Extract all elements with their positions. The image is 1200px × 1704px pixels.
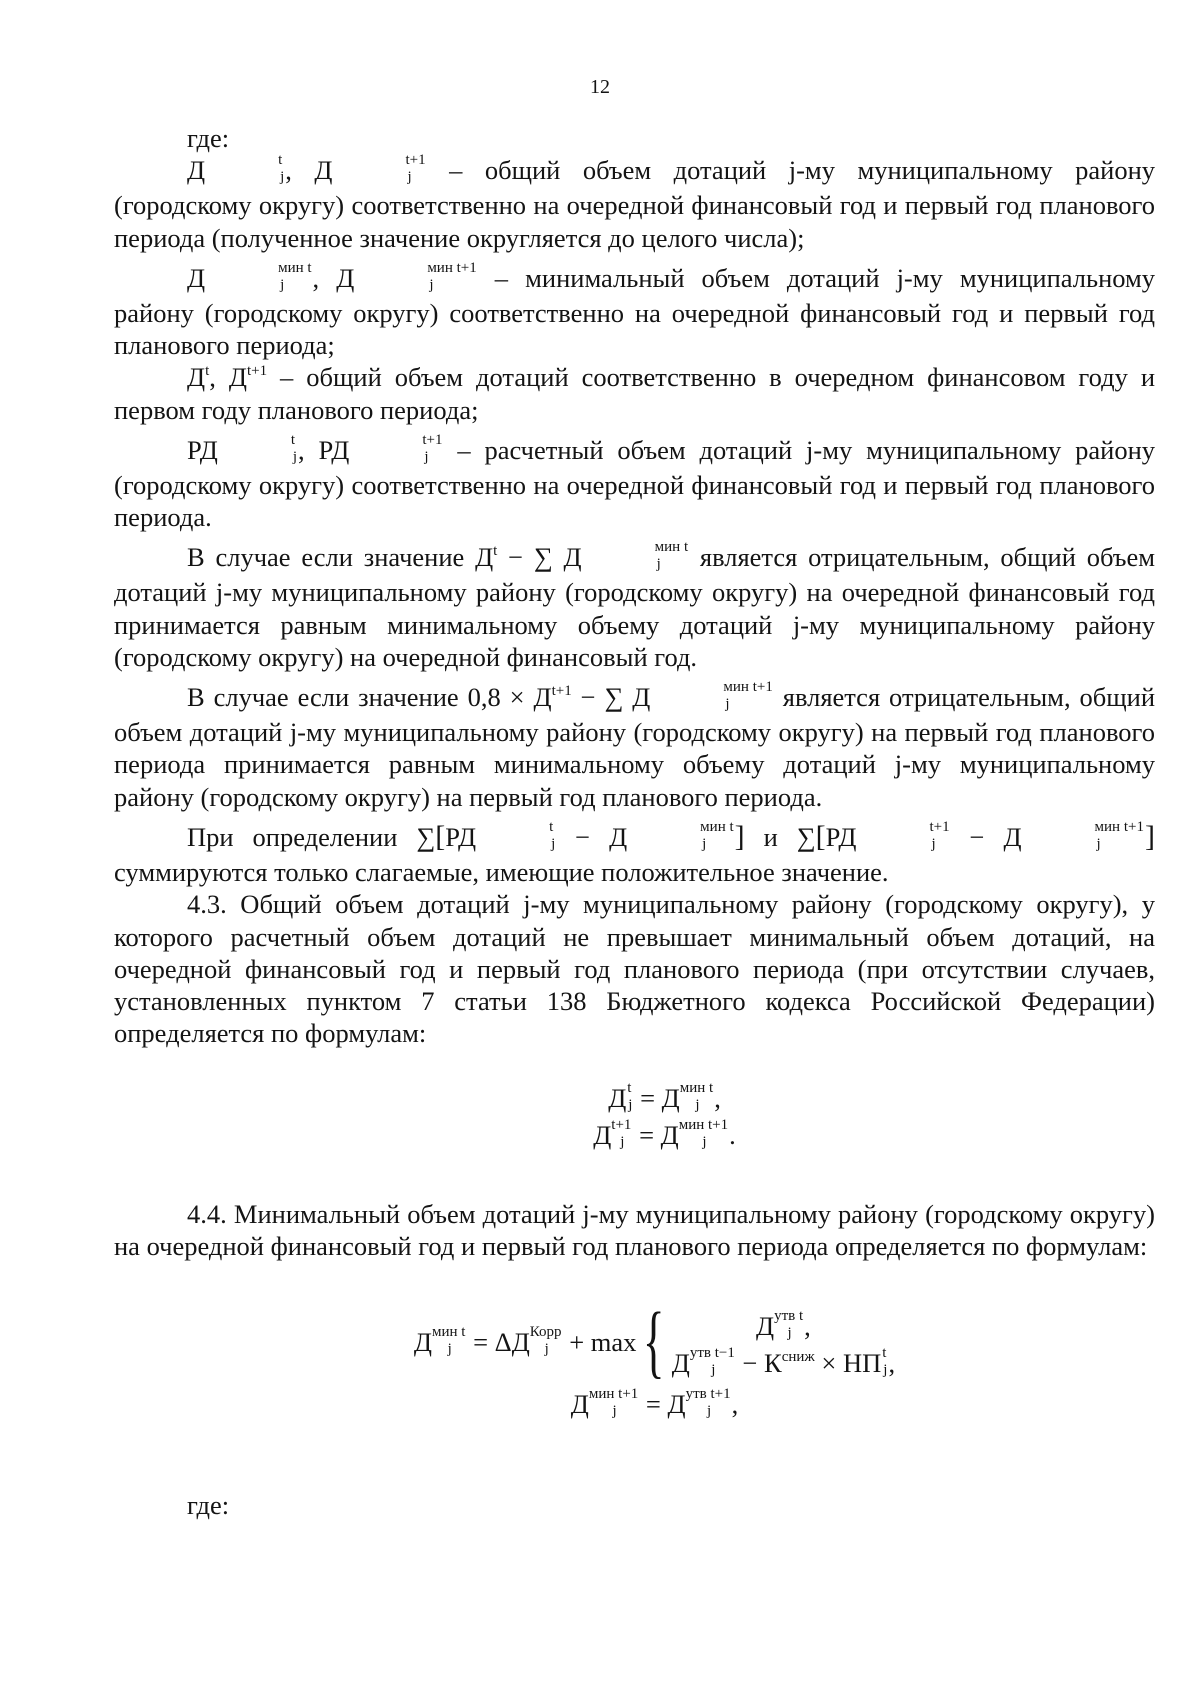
formula-block-4-3 (114, 1080, 1155, 1154)
max-cases: Д утв t j , Д утв t−1 j − $К^{сниж}$ × НП t j , (671, 1308, 896, 1379)
definition-d-total: Д t j , Д t+1 j – общий объем дотаций j-му муниципальному району (городскому округу) соответственно на очередной финансовый год и первый год планового периода (полученное значение округляется до целого числа); (114, 152, 1155, 253)
case-intro: В случае если значение 0,8 × (187, 682, 525, 713)
section-4-3: 4.3. Общий объем дотаций j-му муниципальному району (городскому округу), у которого расчетный объем дотаций не превышает минимальный объем дотаций, на очередной финансовый год и первый год планового периода (при отсутствии случаев, установленных пунктом 7 статьи 138 Бюджетного кодекса Российской Федерации) определяется по формулам: (114, 889, 1155, 1049)
definition-text: общий объем дотаций соответственно в очередном финансовом году и первом году планового периода; (114, 362, 1156, 425)
sum-and: и (763, 822, 778, 853)
definition-d-overall: $Д^t$, $Д^{t+1}$ – общий объем дотаций соответственно в очередном финансовом году и первом году планового периода; (114, 362, 1156, 425)
left-brace: { (643, 1295, 665, 1387)
case-negative-current-year: В случае если значение $Д^t$ − ∑ Д мин t j является отрицательным, общий объем дотаций j-му муниципальному району (городскому округу) на очередной финансовый год принимается равным минимальному объему дотаций j-му муниципальному району (городскому округу) на очередной финансовый год. (114, 539, 1155, 672)
formula-block-4-4 (114, 1295, 1155, 1423)
summation-note: При определении ∑[РД t j − Д мин t j ] и ∑[РД t+1 j − Д мин t+1 j ] суммируются только слагаемые, имеющие положительное значение. (114, 818, 1155, 887)
where-label-1: где: (187, 123, 230, 153)
sum-text: суммируются только слагаемые, имеющие положительное значение. (114, 856, 889, 887)
formula-d-t: Д t j = Д мин t j , (608, 1079, 721, 1113)
definition-text: расчетный объем дотаций j-му муниципальному району (городскому округу) соответственно на очередной финансовый год и первый год планового периода. (114, 434, 1155, 533)
formula-d-t1: Д t+1 j = Д мин t+1 j . (593, 1116, 736, 1150)
definition-text: общий объем дотаций j-му муниципальному району (городскому округу) соответственно на очередной финансовый год и первый год планового периода (полученное значение округляется до целого числа); (114, 155, 1155, 253)
page-number: 12 (590, 76, 610, 98)
definition-d-min: Д мин t j , Д мин t+1 j – минимальный объем дотаций j-му муниципальному району (городскому округу) соответственно на очередной финансовый год и первый год планового периода; (114, 259, 1156, 361)
section-4-4: 4.4. Минимальный объем дотаций j-му муниципальному району (городскому округу) на очередной финансовый год и первый год планового периода определяется по формулам: (114, 1198, 1155, 1262)
document-body (114, 122, 1155, 1522)
definition-rd: РД t j , РД t+1 j – расчетный объем дотаций j-му муниципальному району (городскому округу) соответственно на очередной финансовый год и первый год планового периода. (114, 431, 1155, 533)
definition-text: минимальный объем дотаций j-му муниципальному району (городскому округу) соответственно на очередной финансовый год и первый год планового периода; (114, 262, 1156, 361)
case-negative-next-year: В случае если значение $0,8 \times Д^{t+1}$ − ∑ Д мин t+1 j является отрицательным, общий объем дотаций j-му муниципальному району (городскому округу) на первый год планового периода принимается равным минимальному объему дотаций j-му муниципальному району (городскому округу) на первый год планового периода. (114, 679, 1155, 812)
case-text: является отрицательным, общий объем дотаций j-му муниципальному району (городскому округу) на первый год планового периода принимается равным минимальному объему дотаций j-му муниципальному району (городскому округу) на первый год планового периода. (114, 682, 1155, 812)
case-intro: В случае если значение (187, 542, 465, 573)
case-text: является отрицательным, общий объем дотаций j-му муниципальному району (городскому округу) на очередной финансовый год принимается равным минимальному объему дотаций j-му муниципальному району (городскому округу) на очередной финансовый год. (114, 542, 1155, 672)
formula-d-min-t: Д мин t j = ΔД Корр j + max { Д утв t j , Д утв t−1 j − $К^{сниж}$ × НП t j , (413, 1295, 896, 1387)
where-label-2: где: (187, 1490, 230, 1521)
formula-d-min-t1: Д мин t+1 j = Д утв t+1 j , (570, 1386, 739, 1420)
sum-intro: При определении (187, 822, 398, 853)
